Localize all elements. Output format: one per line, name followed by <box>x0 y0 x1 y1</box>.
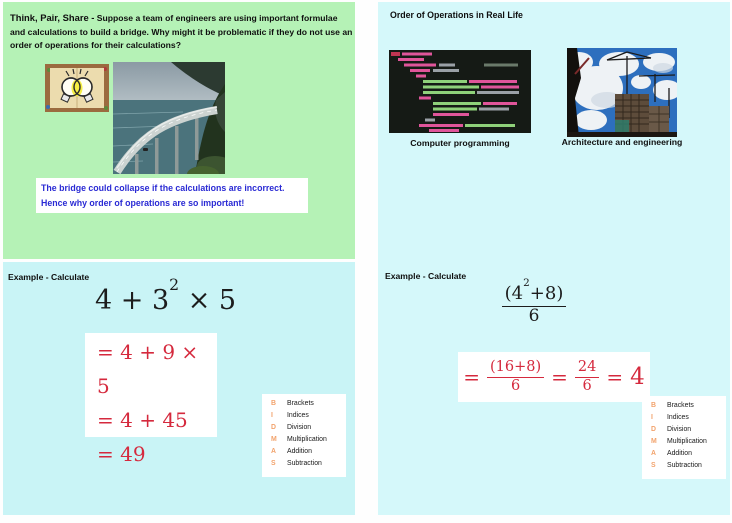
exponent: 2 <box>523 277 530 290</box>
expression-fraction <box>492 277 576 326</box>
bidmas-word: Indices <box>667 414 689 421</box>
bidmas-word: Division <box>287 424 312 431</box>
num-post: +8) <box>529 283 564 304</box>
page-title: Order of Operations in Real Life <box>390 10 523 20</box>
bidmas-row-indices <box>642 414 726 426</box>
code-screenshot-image <box>389 50 531 133</box>
prompt-heading: Think, Pair, Share - <box>10 12 95 23</box>
bidmas-word: Brackets <box>667 402 694 409</box>
bidmas-letter: S <box>271 460 276 467</box>
bidmas-word: Subtraction <box>287 460 322 467</box>
fraction <box>487 359 544 394</box>
bidmas-word: Addition <box>667 450 692 457</box>
bidmas-row-multiplication <box>642 438 726 450</box>
think-pair-share-panel <box>3 2 355 259</box>
real-life-panel <box>378 2 730 515</box>
bidmas-legend <box>262 394 346 477</box>
bidmas-word: Subtraction <box>667 462 702 469</box>
equals-sign: = <box>463 365 480 389</box>
equals-sign: = <box>606 365 624 389</box>
bidmas-letter: A <box>651 450 656 457</box>
bidmas-row-brackets <box>642 402 726 414</box>
worked-steps-box <box>458 352 650 402</box>
bidmas-letter: M <box>271 436 277 443</box>
bidmas-word: Multiplication <box>287 436 327 443</box>
answer-line-2: Hence why order of operations are so important! <box>41 197 245 208</box>
worked-steps-box <box>85 333 217 466</box>
exponent: 2 <box>169 275 180 295</box>
fraction <box>502 277 567 326</box>
bidmas-letter: B <box>271 400 276 407</box>
bidmas-row-addition <box>642 450 726 462</box>
result-value: 4 <box>630 364 645 390</box>
fraction-denominator: 6 <box>582 378 592 394</box>
bidmas-row-indices <box>262 412 346 424</box>
bidmas-word: Multiplication <box>667 438 707 445</box>
work-step-2: = 4 + 45 <box>97 408 188 432</box>
bidmas-word: Indices <box>287 412 309 419</box>
caption-architecture-engineering: Architecture and engineering <box>561 137 683 147</box>
expression-4-plus-3-squared-times-5 <box>95 275 237 316</box>
bidmas-word: Addition <box>287 448 312 455</box>
answer-text-box <box>36 178 308 213</box>
think-pair-share-prompt <box>10 11 353 52</box>
expr-post: × 5 <box>179 285 237 316</box>
bidmas-letter: S <box>651 462 656 469</box>
bidmas-letter: D <box>271 424 276 431</box>
bidmas-row-subtraction <box>262 460 346 472</box>
expr-pre: 4 + 3 <box>95 285 170 316</box>
answer-line-1: The bridge could collapse if the calculations are incorrect. <box>41 183 285 193</box>
bidmas-row-multiplication <box>262 436 346 448</box>
fraction-numerator <box>502 277 567 307</box>
equals-sign: = <box>551 365 568 389</box>
num-pre: (4 <box>504 283 524 304</box>
work-step-1: = 4 + 9 × 5 <box>97 340 199 398</box>
prompt-body: Suppose a team of engineers are using important formulae and calculations to build a bridge. Why might it be problematic if they do not use an order of operations for their calculations? <box>10 13 353 50</box>
bidmas-letter: M <box>651 438 657 445</box>
bridge-photo <box>113 62 225 174</box>
bidmas-row-division <box>642 426 726 438</box>
bidmas-legend <box>642 396 726 479</box>
fraction-denominator: 6 <box>510 378 521 394</box>
bidmas-word: Division <box>667 426 692 433</box>
example-label: Example - Calculate <box>8 272 90 282</box>
example-label: Example - Calculate <box>385 271 467 281</box>
fraction <box>575 359 599 394</box>
bidmas-row-division <box>262 424 346 436</box>
fraction-denominator: 6 <box>528 305 540 326</box>
bidmas-row-subtraction <box>642 462 726 474</box>
bidmas-letter: B <box>651 402 656 409</box>
bidmas-letter: D <box>651 426 656 433</box>
bidmas-letter: I <box>651 414 653 421</box>
construction-photo <box>567 48 677 137</box>
caption-computer-programming: Computer programming <box>410 138 510 148</box>
left-example-panel <box>3 262 355 515</box>
bidmas-word: Brackets <box>287 400 314 407</box>
bidmas-row-brackets <box>262 400 346 412</box>
bidmas-row-addition <box>262 448 346 460</box>
fraction-numerator: (16+8) <box>487 359 544 378</box>
bidmas-letter: I <box>271 412 273 419</box>
fraction-numerator: 24 <box>575 359 599 378</box>
work-step-3: = 49 <box>97 442 146 466</box>
idea-lightbulbs-image <box>45 64 109 112</box>
bidmas-letter: A <box>271 448 276 455</box>
